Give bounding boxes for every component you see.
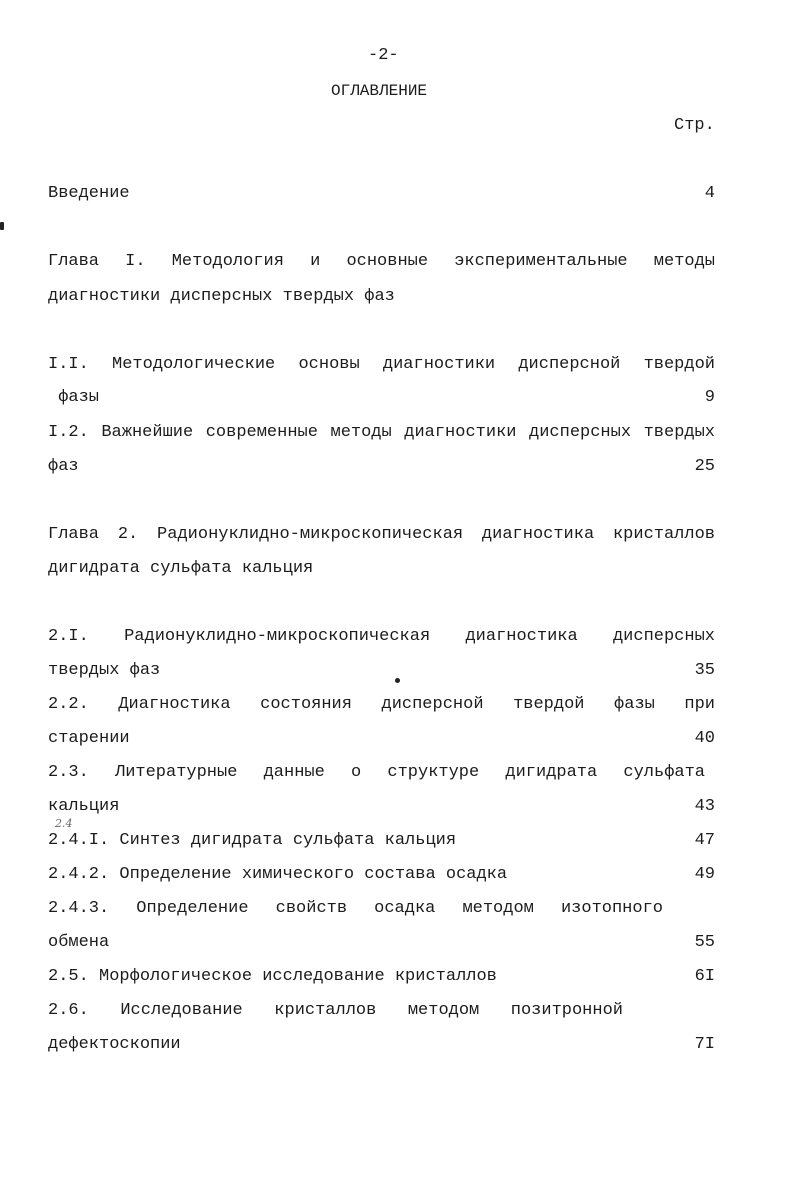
toc-entry-text: 2.5. Морфологическое исследование кристаллов xyxy=(48,967,497,986)
toc-entry-line2: диагностики дисперсных твердых фаз xyxy=(48,287,395,306)
toc-entry-page: 55 xyxy=(694,933,715,952)
toc-entry-line2: старении xyxy=(48,729,130,748)
toc-entry-line1: 2.4.3. Определение свойств осадка методом изотопного xyxy=(48,899,663,918)
toc-entry-text: Введение xyxy=(48,184,130,203)
toc-entry-line2: фазы xyxy=(48,388,100,407)
toc-entry-line1: I.2. Важнейшие современные методы диагностики дисперсных твердых xyxy=(48,423,715,442)
toc-entry-page: 4 xyxy=(704,184,715,203)
page-column-label: Стр. xyxy=(674,116,715,135)
edge-mark xyxy=(0,222,4,230)
toc-entry-line2: кальция xyxy=(48,797,120,816)
toc-entry-text: 2.4.I. Синтез дигидрата сульфата кальция xyxy=(48,831,457,850)
toc-entry-page: 7I xyxy=(694,1035,715,1054)
toc-entry-line1: 2.6. Исследование кристаллов методом позитронной xyxy=(48,1001,623,1020)
toc-entry-line2: обмена xyxy=(48,933,110,952)
toc-entry-line1: I.I. Методологические основы диагностики дисперсной твердой xyxy=(48,355,715,374)
page-title: ОГЛАВЛЕНИЕ xyxy=(331,82,428,100)
page-number: -2- xyxy=(368,46,399,65)
toc-entry-line1: 2.I. Радионуклидно-микроскопическая диагностика дисперсных xyxy=(48,627,715,646)
toc-entry-page: 35 xyxy=(694,661,715,680)
toc-entry-text: 2.4.2. Определение химического состава осадка xyxy=(48,865,508,884)
toc-entry-page: 40 xyxy=(694,729,715,748)
toc-entry-page: 43 xyxy=(694,797,715,816)
toc-entry-page: 6I xyxy=(694,967,715,986)
toc-entry-page: 49 xyxy=(694,865,715,884)
ink-dot xyxy=(395,678,400,683)
handwritten-note: 2.4 xyxy=(55,817,73,830)
toc-entry-line1: Глава 2. Радионуклидно-микроскопическая диагностика кристаллов xyxy=(48,525,715,544)
toc-entry-line1: 2.3. Литературные данные о структуре дигидрата сульфата xyxy=(48,763,705,782)
toc-entry-line2: фаз xyxy=(48,457,79,476)
toc-entry-line1: Глава I. Методология и основные экспериментальные методы xyxy=(48,252,715,271)
toc-entry-line1: 2.2. Диагностика состояния дисперсной твердой фазы при xyxy=(48,695,715,714)
toc-entry-line2: дигидрата сульфата кальция xyxy=(48,559,314,578)
toc-entry-page: 9 xyxy=(704,388,715,407)
toc-entry-page: 25 xyxy=(694,457,715,476)
toc-entry-line2: дефектоскопии xyxy=(48,1035,181,1054)
toc-entry-line2: твердых фаз xyxy=(48,661,161,680)
toc-entry-page: 47 xyxy=(694,831,715,850)
